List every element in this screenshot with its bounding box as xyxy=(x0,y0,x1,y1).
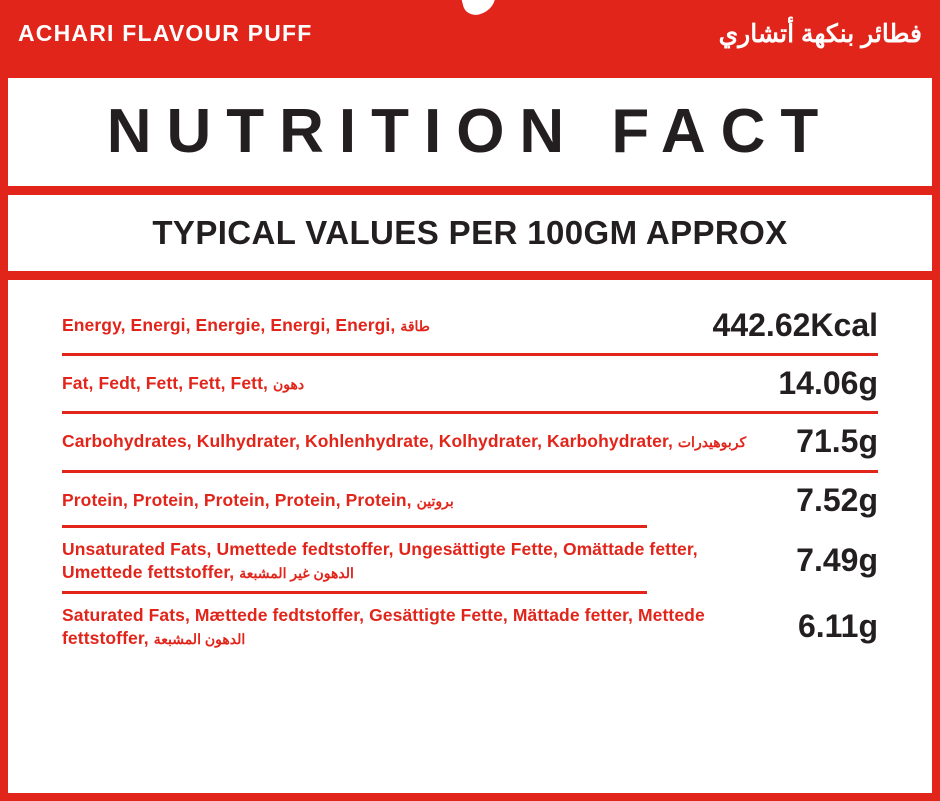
nutrient-value: 442.62Kcal xyxy=(712,307,878,343)
nutrient-value: 6.11g xyxy=(797,608,878,645)
nutrient-name xyxy=(62,372,766,395)
nutrient-name xyxy=(62,538,784,584)
nutrient-name-latin: Carbohydrates, Kulhydrater, Kohlenhydrate, Kolhydrater, Karbohydrater, xyxy=(62,431,673,452)
table-row xyxy=(62,473,878,528)
nutrient-value: 7.49g xyxy=(796,542,878,579)
nutrition-card xyxy=(8,78,932,793)
nutrient-name-arabic: الدهون غير المشبعة xyxy=(239,564,354,581)
nutrient-name xyxy=(62,604,786,650)
bottom-red-band xyxy=(0,793,940,801)
divider-subheading xyxy=(8,271,932,280)
divider-top xyxy=(8,186,932,195)
typical-values-heading xyxy=(8,195,932,271)
nutrient-name-latin: Protein, Protein, Protein, Protein, Protein, xyxy=(62,489,412,510)
nutrient-name-arabic: الدهون المشبعة xyxy=(153,631,246,648)
table-row xyxy=(62,356,878,414)
nutrient-name-arabic: كربوهيدرات xyxy=(677,434,747,451)
nutrient-value: 14.06g xyxy=(778,365,878,402)
nutrition-rows xyxy=(8,280,932,660)
nutrient-name-latin: Fat, Fedt, Fett, Fett, Fett, xyxy=(62,373,268,394)
table-row xyxy=(62,298,878,356)
nutrient-name-latin: Energy, Energi, Energie, Energi, Energi, xyxy=(62,315,396,336)
nutrient-value: 7.52g xyxy=(796,481,878,518)
product-title-arabic: فطائر بنكهة أتشاري xyxy=(718,20,922,48)
nutrient-name-latin: Saturated Fats, Mættede fedtstoffer, Gesättigte Fette, Mättade fetter, Mettede fettstoffer, xyxy=(62,604,705,649)
nutrient-name xyxy=(62,430,784,453)
nutrient-name xyxy=(62,489,784,512)
nutrient-name-latin: Unsaturated Fats, Umettede fedtstoffer, Ungesättigte Fette, Omättade fetter, Umettede fettstoffer, xyxy=(62,538,698,582)
nutrient-value: 71.5g xyxy=(796,423,878,460)
nutrient-name-arabic: طاقة xyxy=(400,318,430,335)
table-row xyxy=(62,414,878,472)
nutrient-name-arabic: بروتين xyxy=(416,492,454,509)
product-title: ACHARI FLAVOUR PUFF xyxy=(18,20,313,46)
nutrition-heading xyxy=(8,78,932,186)
nutrient-name xyxy=(62,314,701,337)
table-row xyxy=(62,528,878,594)
nutrient-name-arabic: دهون xyxy=(272,376,305,393)
typical-values-text: TYPICAL VALUES PER 100GM APPROX xyxy=(152,214,788,251)
table-row xyxy=(62,594,878,660)
nutrition-heading-text: NUTRITION FACT xyxy=(106,97,834,166)
